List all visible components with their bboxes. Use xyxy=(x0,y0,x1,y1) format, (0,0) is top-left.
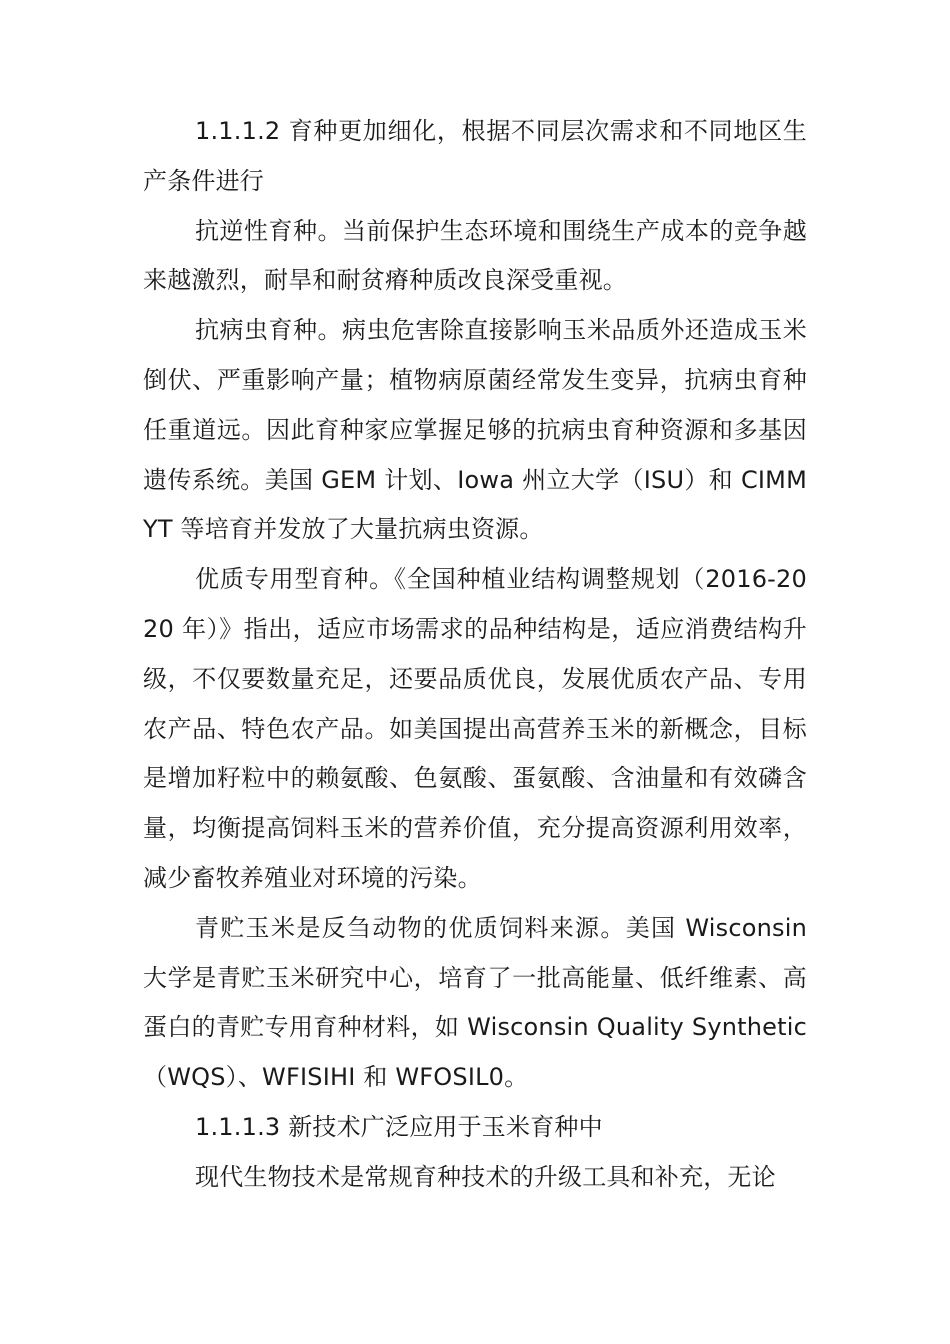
section-heading-1-1-1-3: 1.1.1.3 新技术广泛应用于玉米育种中 xyxy=(195,1112,603,1141)
paragraph-silage-corn: 青贮玉米是反刍动物的优质饲料来源。美国 Wisconsin 大学是青贮玉米研究中心，培育了一批高能量、低纤维素、高蛋白的青贮专用育种材料，如 Wisconsin Quality Synthetic（WQS）、WFISIHI 和 WFOSIL0。 xyxy=(143,913,807,1092)
paragraph-pest-resistance-breeding: 抗病虫育种。病虫危害除直接影响玉米品质外还造成玉米倒伏、严重影响产量；植物病原菌经常发生变异，抗病虫育种任重道远。因此育种家应掌握足够的抗病虫育种资源和多基因遗传系统。美国 GEM 计划、Iowa 州立大学（ISU）和 CIMMYT 等培育并发放了大量抗病虫资源。 xyxy=(143,316,807,544)
paragraph-quality-specialty-breeding: 优质专用型育种。《全国种植业结构调整规划（2016-2020 年）》指出，适应市场需求的品种结构是，适应消费结构升级，不仅要数量充足，还要品质优良，发展优质农产品、专用农产品、特色农产品。如美国提出高营养玉米的新概念，目标是增加籽粒中的赖氨酸、色氨酸、蛋氨酸、含油量和有效磷含量，均衡提高饲料玉米的营养价值，充分提高资源利用效率，减少畜牧养殖业对环境的污染。 xyxy=(143,565,807,892)
paragraph-stress-resistance-breeding: 抗逆性育种。当前保护生态环境和围绕生产成本的竞争越来越激烈，耐旱和耐贫瘠种质改良深受重视。 xyxy=(143,216,807,295)
paragraph-modern-biotech: 现代生物技术是常规育种技术的升级工具和补充，无论 xyxy=(195,1162,776,1191)
document-page xyxy=(143,107,807,1203)
section-heading-1-1-1-2: 1.1.1.2 育种更加细化，根据不同层次需求和不同地区生产条件进行 xyxy=(143,117,807,195)
